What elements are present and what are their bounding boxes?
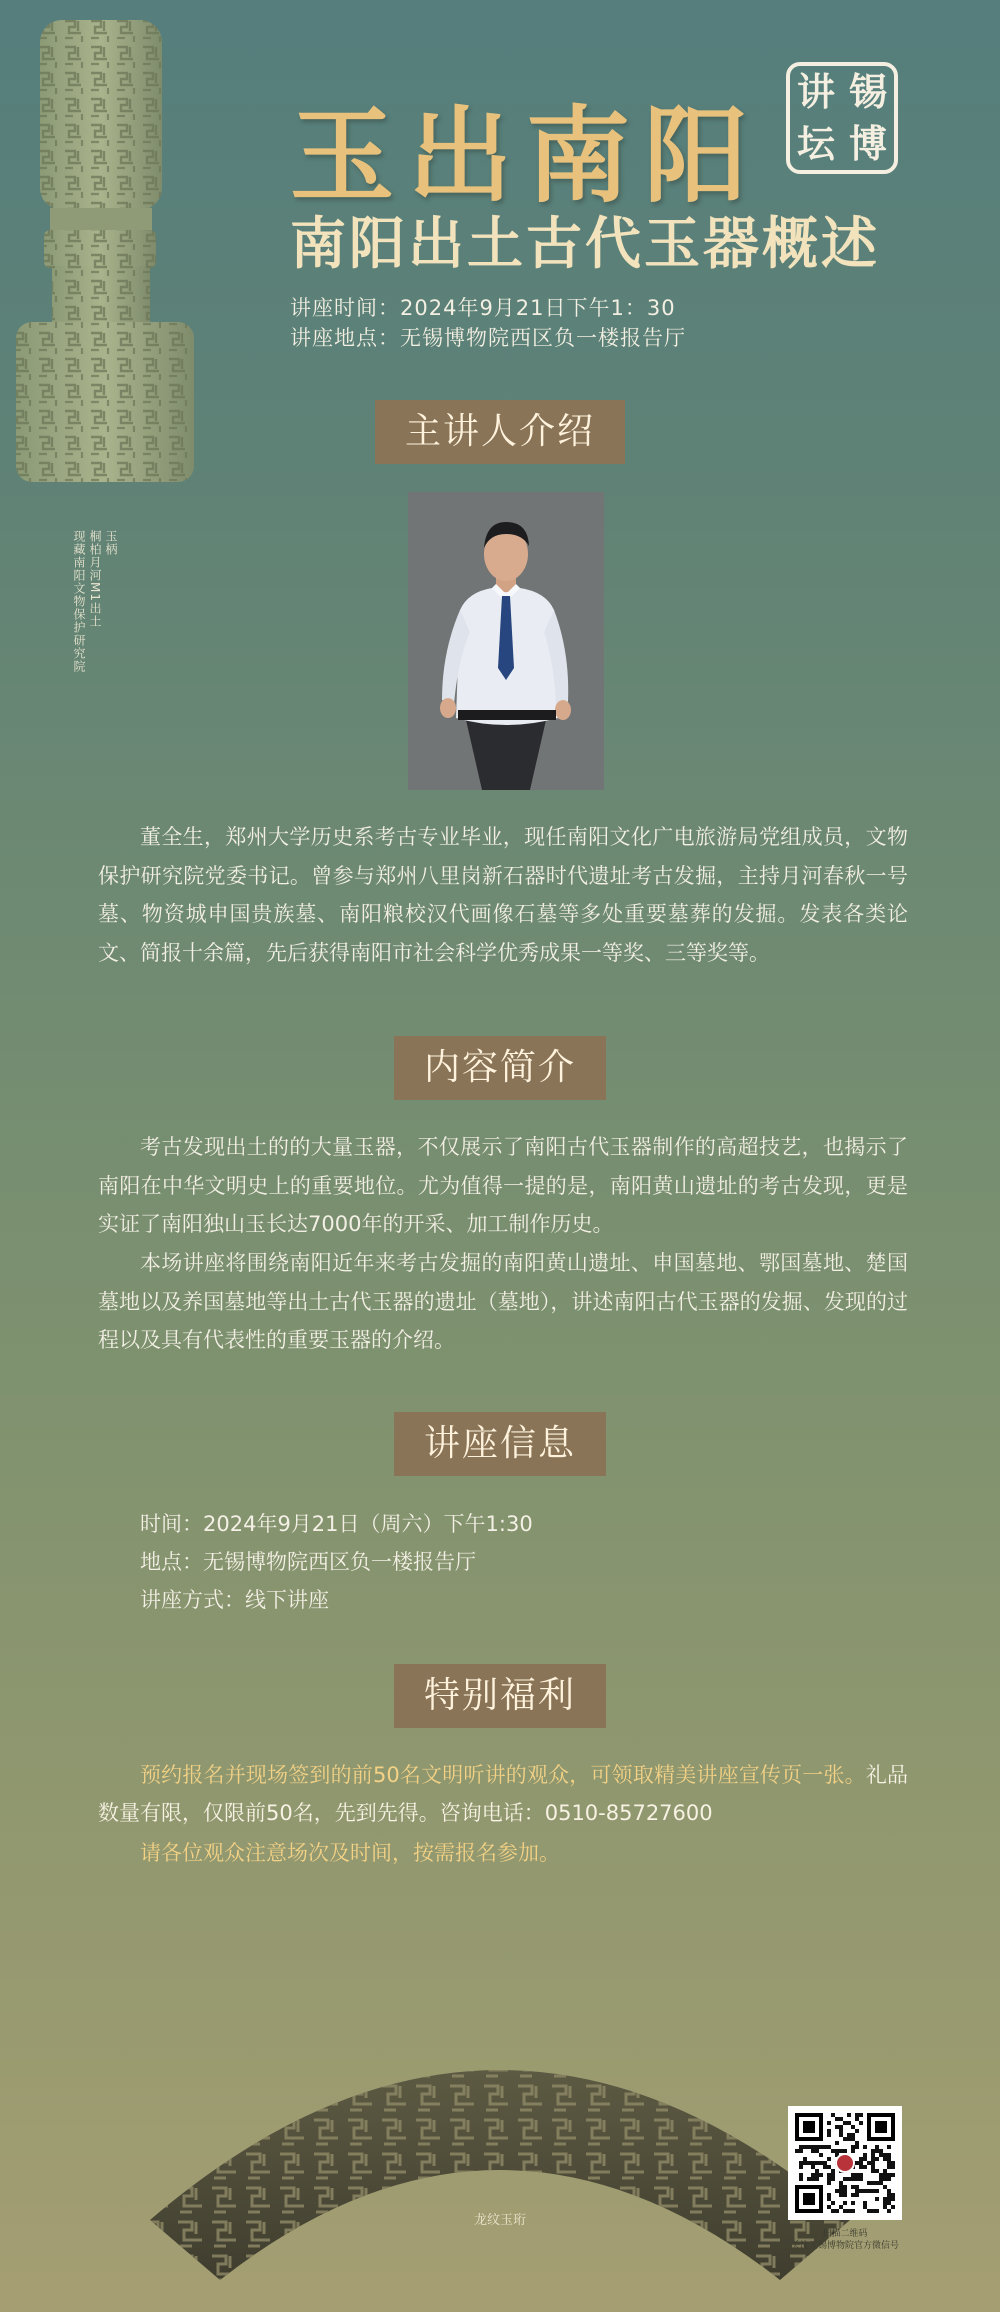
lecture-place: 地点：无锡博物院西区负一楼报告厅: [140, 1550, 476, 1574]
logo-char: 讲: [796, 69, 835, 114]
artifact-caption: [72, 530, 118, 690]
speaker-photo: [408, 492, 604, 790]
section-title: 讲座信息: [394, 1412, 606, 1476]
section-title: 主讲人介绍: [375, 400, 625, 464]
qr-code[interactable]: [788, 2106, 902, 2220]
sub-title: 南阳出土古代玉器概述: [290, 211, 880, 277]
logo-char: 博: [848, 121, 887, 166]
main-title: 玉出南阳: [290, 94, 763, 217]
artifact-caption-name: 玉柄: [104, 530, 118, 556]
artifact-caption-collection: 现藏南阳文物保护研究院: [72, 530, 86, 673]
qr-caption-line2: 关注无锡博物院官方微信号: [790, 2241, 899, 2251]
artifact-caption-origin: 桐柏月河M1出土: [88, 530, 102, 628]
speaker-figure: [408, 492, 604, 790]
section-content-header: [0, 1036, 1000, 1100]
qr-caption-line1: 扫描二维码: [822, 2229, 868, 2239]
header-time: 讲座时间：2024年9月21日下午1：30: [290, 296, 676, 320]
content-paragraph-2: 本场讲座将围绕南阳近年来考古发掘的南阳黄山遗址、申国墓地、鄂国墓地、楚国墓地以及养国墓地等出土古代玉器的遗址（墓地），讲述南阳古代玉器的发掘、发现的过程以及具有代表性的重要玉器的介绍。: [98, 1251, 908, 1352]
header-place: 讲座地点：无锡博物院西区负一楼报告厅: [290, 326, 686, 350]
welfare-notice: 请各位观众注意场次及时间，按需报名参加。: [140, 1841, 560, 1865]
section-lecture-info-header: [0, 1412, 1000, 1476]
jade-arc-image: [140, 1980, 860, 2290]
section-title: 特别福利: [394, 1664, 606, 1728]
content-paragraph-1: 考古发现出土的的大量玉器，不仅展示了南阳古代玉器制作的高超技艺，也揭示了南阳在中华文明史上的重要地位。尤为值得一提的是，南阳黄山遗址的考古发现，更是实证了南阳独山玉长达7000年的开采、加工制作历史。: [98, 1135, 908, 1236]
logo-char: 锡: [848, 69, 887, 114]
logo-char: 坛: [796, 121, 835, 166]
arc-caption: 龙纹玉珩: [473, 2213, 526, 2228]
welfare-paragraph: [98, 1756, 908, 1832]
logo-seal: [786, 62, 898, 174]
qr-caption: [770, 2228, 920, 2252]
lecture-mode: 讲座方式：线下讲座: [140, 1588, 329, 1612]
section-welfare-header: [0, 1664, 1000, 1728]
qr-code-graphic: [788, 2106, 902, 2220]
section-speaker-header: [0, 400, 1000, 464]
welfare-highlight-text: 预约报名并现场签到的前50名文明听讲的观众，可领取精美讲座宣传页一张。: [140, 1763, 866, 1787]
speaker-bio: 董全生，郑州大学历史系考古专业毕业，现任南阳文化广电旅游局党组成员，文物保护研究院党委书记。曾参与郑州八里岗新石器时代遗址考古发掘，主持月河春秋一号墓、物资城申国贵族墓、南阳粮校汉代画像石墓等多处重要墓葬的发掘。发表各类论文、简报十余篇，先后获得南阳市社会科学优秀成果一等奖、三等奖等。: [98, 825, 908, 965]
section-title: 内容简介: [394, 1036, 606, 1100]
lecture-time: 时间：2024年9月21日（周六）下午1:30: [140, 1512, 533, 1536]
welfare-plain-text: 礼品数量有限，仅限前50名，先到先得。咨询电话：0510-85727600: [98, 1763, 909, 1825]
